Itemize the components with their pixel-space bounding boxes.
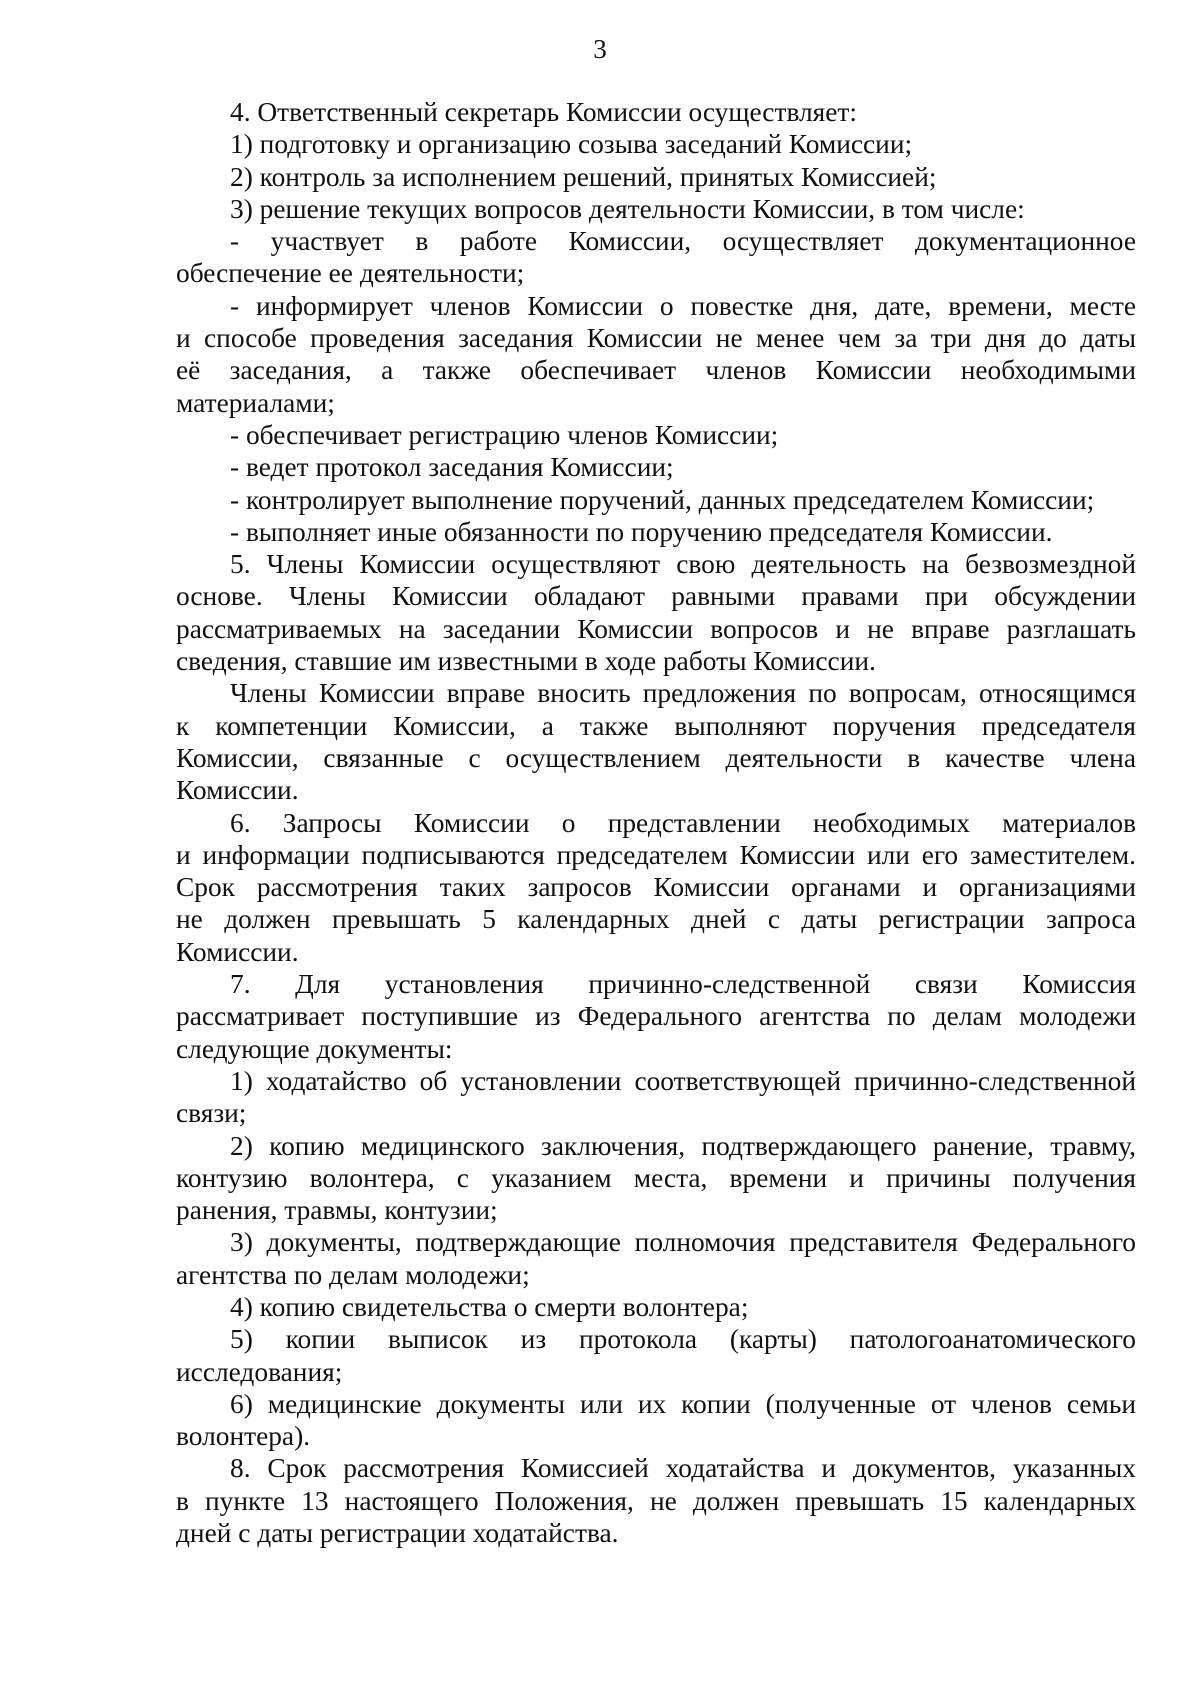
paragraph-4-item-1: 1) подготовку и организацию созыва заседаний Комиссии; (230, 129, 913, 160)
bullet-participates-line-2: обеспечение ее деятельности; (176, 258, 525, 289)
bullet-informs-line-3: её заседания, а также обеспечивает членов Комиссии необходимыми (176, 355, 1136, 386)
paragraph-6-line-4: не должен превышать 5 календарных дней с даты регистрации запроса (176, 904, 1136, 935)
paragraph-7-item-4: 4) копию свидетельства о смерти волонтера; (230, 1291, 749, 1322)
paragraph-7-item-5 (176, 1323, 1136, 1388)
paragraph-6 (176, 807, 1136, 968)
paragraph-5-line-1: 5. Члены Комиссии осуществляют свою деятельность на безвозмездной (230, 549, 1136, 580)
bullet-participates-line-1: - участвует в работе Комиссии, осуществляет документационное (230, 226, 1136, 257)
bullet-registration: - обеспечивает регистрацию членов Комиссии; (230, 419, 779, 450)
paragraph-7-item-1 (176, 1065, 1136, 1130)
paragraph-4-item-2: 2) контроль за исполнением решений, принятых Комиссией; (230, 161, 937, 192)
paragraph-4-item-3: 3) решение текущих вопросов деятельности Комиссии, в том числе: (230, 193, 1025, 224)
paragraph-5b-line-4: Комиссии. (176, 775, 299, 806)
paragraph-5-continued (176, 677, 1136, 806)
paragraph-8-line-1: 8. Срок рассмотрения Комиссией ходатайства и документов, указанных (230, 1453, 1136, 1484)
paragraph-6-line-2: и информации подписываются председателем Комиссии или его заместителем. (176, 839, 1136, 870)
paragraph-7-item-3-line-2: агентства по делам молодежи; (176, 1259, 530, 1290)
paragraph-8-line-2: в пункте 13 настоящего Положения, не должен превышать 15 календарных (176, 1485, 1136, 1516)
paragraph-5b-line-1: Члены Комиссии вправе вносить предложения по вопросам, относящимся (230, 678, 1136, 709)
paragraph-7 (176, 968, 1136, 1065)
paragraph-5-line-2: основе. Члены Комиссии обладают равными правами при обсуждении (176, 581, 1136, 612)
page-number: 3 (593, 34, 607, 64)
paragraph-7-item-3-line-1: 3) документы, подтверждающие полномочия представителя Федерального (230, 1227, 1136, 1258)
paragraph-7-line-3: следующие документы: (176, 1033, 453, 1064)
paragraph-8-line-3: дней с даты регистрации ходатайства. (176, 1518, 619, 1549)
paragraph-6-line-1: 6. Запросы Комиссии о представлении необходимых материалов (230, 807, 1136, 838)
bullet-informs-line-2: и способе проведения заседания Комиссии не менее чем за три дня до даты (176, 323, 1136, 354)
bullet-participates (176, 225, 1136, 290)
paragraph-5b-line-3: Комиссии, связанные с осуществлением деятельности в качестве члена (176, 742, 1136, 773)
paragraph-7-item-1-line-2: связи; (176, 1098, 247, 1129)
paragraph-7-line-2: рассматривает поступившие из Федерального агентства по делам молодежи (176, 1001, 1136, 1032)
paragraph-7-item-2-line-3: ранения, травмы, контузии; (176, 1195, 498, 1226)
paragraph-5-line-3: рассматриваемых на заседании Комиссии вопросов и не вправе разглашать (176, 613, 1136, 644)
paragraph-7-item-6 (176, 1388, 1136, 1453)
paragraph-7-item-1-line-1: 1) ходатайство об установлении соответствующей причинно-следственной (230, 1065, 1136, 1096)
bullet-control: - контролирует выполнение поручений, данных председателем Комиссии; (230, 484, 1095, 515)
paragraph-8 (176, 1452, 1136, 1549)
paragraph-7-line-1: 7. Для установления причинно-следственной связи Комиссия (230, 969, 1136, 1000)
paragraph-7-item-6-line-1: 6) медицинские документы или их копии (полученные от членов семьи (230, 1388, 1136, 1419)
bullet-other-duties: - выполняет иные обязанности по поручению председателя Комиссии. (230, 516, 1053, 547)
bullet-informs-line-4: материалами; (176, 387, 335, 418)
paragraph-5 (176, 548, 1136, 677)
document-body (176, 96, 1136, 1549)
paragraph-4: 4. Ответственный секретарь Комиссии осуществляет: (230, 97, 858, 127)
paragraph-7-item-2 (176, 1130, 1136, 1227)
bullet-informs (176, 290, 1136, 419)
paragraph-7-item-5-line-2: исследования; (176, 1356, 343, 1387)
paragraph-6-line-3: Срок рассмотрения таких запросов Комиссии органами и организациями (176, 872, 1136, 903)
paragraph-5-line-4: сведения, ставшие им известными в ходе работы Комиссии. (176, 646, 876, 677)
paragraph-7-item-5-line-1: 5) копии выписок из протокола (карты) патологоанатомического (230, 1324, 1136, 1355)
bullet-informs-line-1: - информирует членов Комиссии о повестке дня, дате, времени, месте (230, 290, 1136, 321)
paragraph-5b-line-2: к компетенции Комиссии, а также выполняют поручения председателя (176, 710, 1136, 741)
paragraph-7-item-6-line-2: волонтера). (176, 1421, 311, 1452)
paragraph-7-item-2-line-1: 2) копию медицинского заключения, подтверждающего ранение, травму, (230, 1130, 1136, 1161)
paragraph-7-item-2-line-2: контузию волонтера, с указанием места, времени и причины получения (176, 1162, 1136, 1193)
paragraph-6-line-5: Комиссии. (176, 936, 299, 967)
bullet-protocol: - ведет протокол заседания Комиссии; (230, 452, 674, 483)
paragraph-7-item-3 (176, 1226, 1136, 1291)
